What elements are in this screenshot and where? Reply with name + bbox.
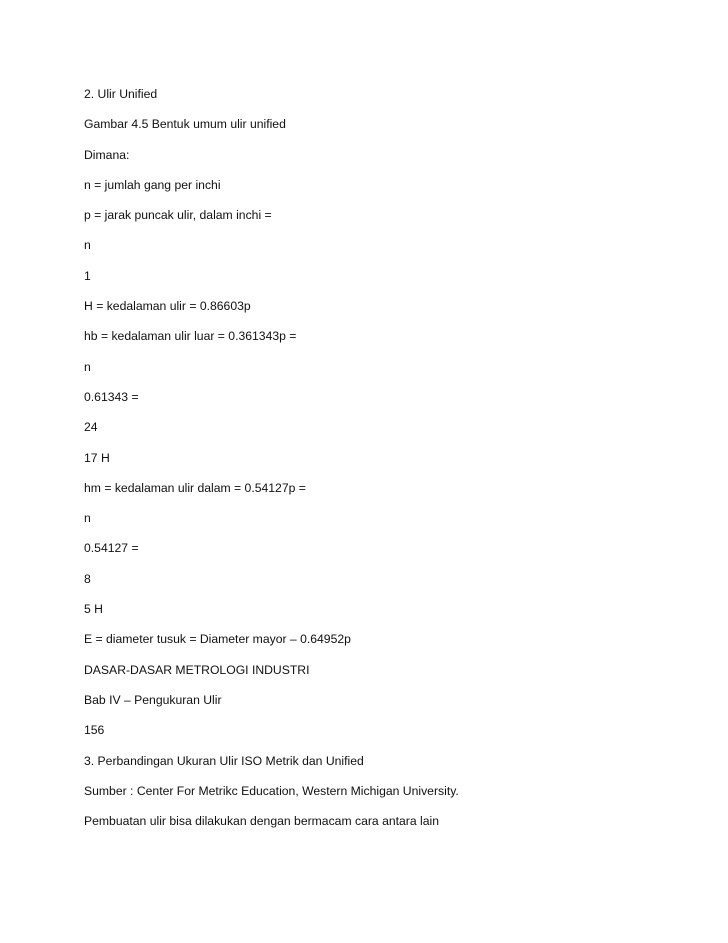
text-line: E = diameter tusuk = Diameter mayor – 0.64952p: [84, 632, 351, 647]
text-line: 5 H: [84, 602, 103, 617]
page-number: 156: [84, 723, 105, 738]
text-line: H = kedalaman ulir = 0.86603p: [84, 299, 251, 314]
section-heading-comparison: 3. Perbandingan Ukuran Ulir ISO Metrik dan Unified: [84, 753, 364, 768]
text-line: p = jarak puncak ulir, dalam inchi =: [84, 208, 272, 223]
text-line: Dimana:: [84, 147, 130, 162]
section-heading-unified: 2. Ulir Unified: [84, 87, 158, 101]
text-line: n: [84, 511, 91, 526]
figure-caption: Gambar 4.5 Bentuk umum ulir unified: [84, 117, 286, 132]
text-line: 1: [84, 268, 91, 283]
text-line: n = jumlah gang per inchi: [84, 177, 221, 192]
text-line: n: [84, 238, 91, 253]
text-line: 0.61343 =: [84, 389, 139, 404]
text-line: n: [84, 359, 91, 374]
text-line: hb = kedalaman ulir luar = 0.361343p =: [84, 329, 297, 344]
text-line: hm = kedalaman ulir dalam = 0.54127p =: [84, 480, 306, 495]
text-line: Pembuatan ulir bisa dilakukan dengan bermacam cara antara lain: [84, 814, 440, 829]
running-header: DASAR-DASAR METROLOGI INDUSTRI: [84, 662, 310, 677]
text-line: 8: [84, 571, 91, 586]
chapter-label: Bab IV – Pengukuran Ulir: [84, 692, 222, 707]
source-citation: Sumber : Center For Metrikc Education, Western Michigan University.: [84, 783, 459, 798]
document-body: [84, 85, 459, 842]
text-line: 17 H: [84, 450, 110, 465]
text-line: 24: [84, 420, 98, 435]
text-line: 0.54127 =: [84, 541, 139, 556]
